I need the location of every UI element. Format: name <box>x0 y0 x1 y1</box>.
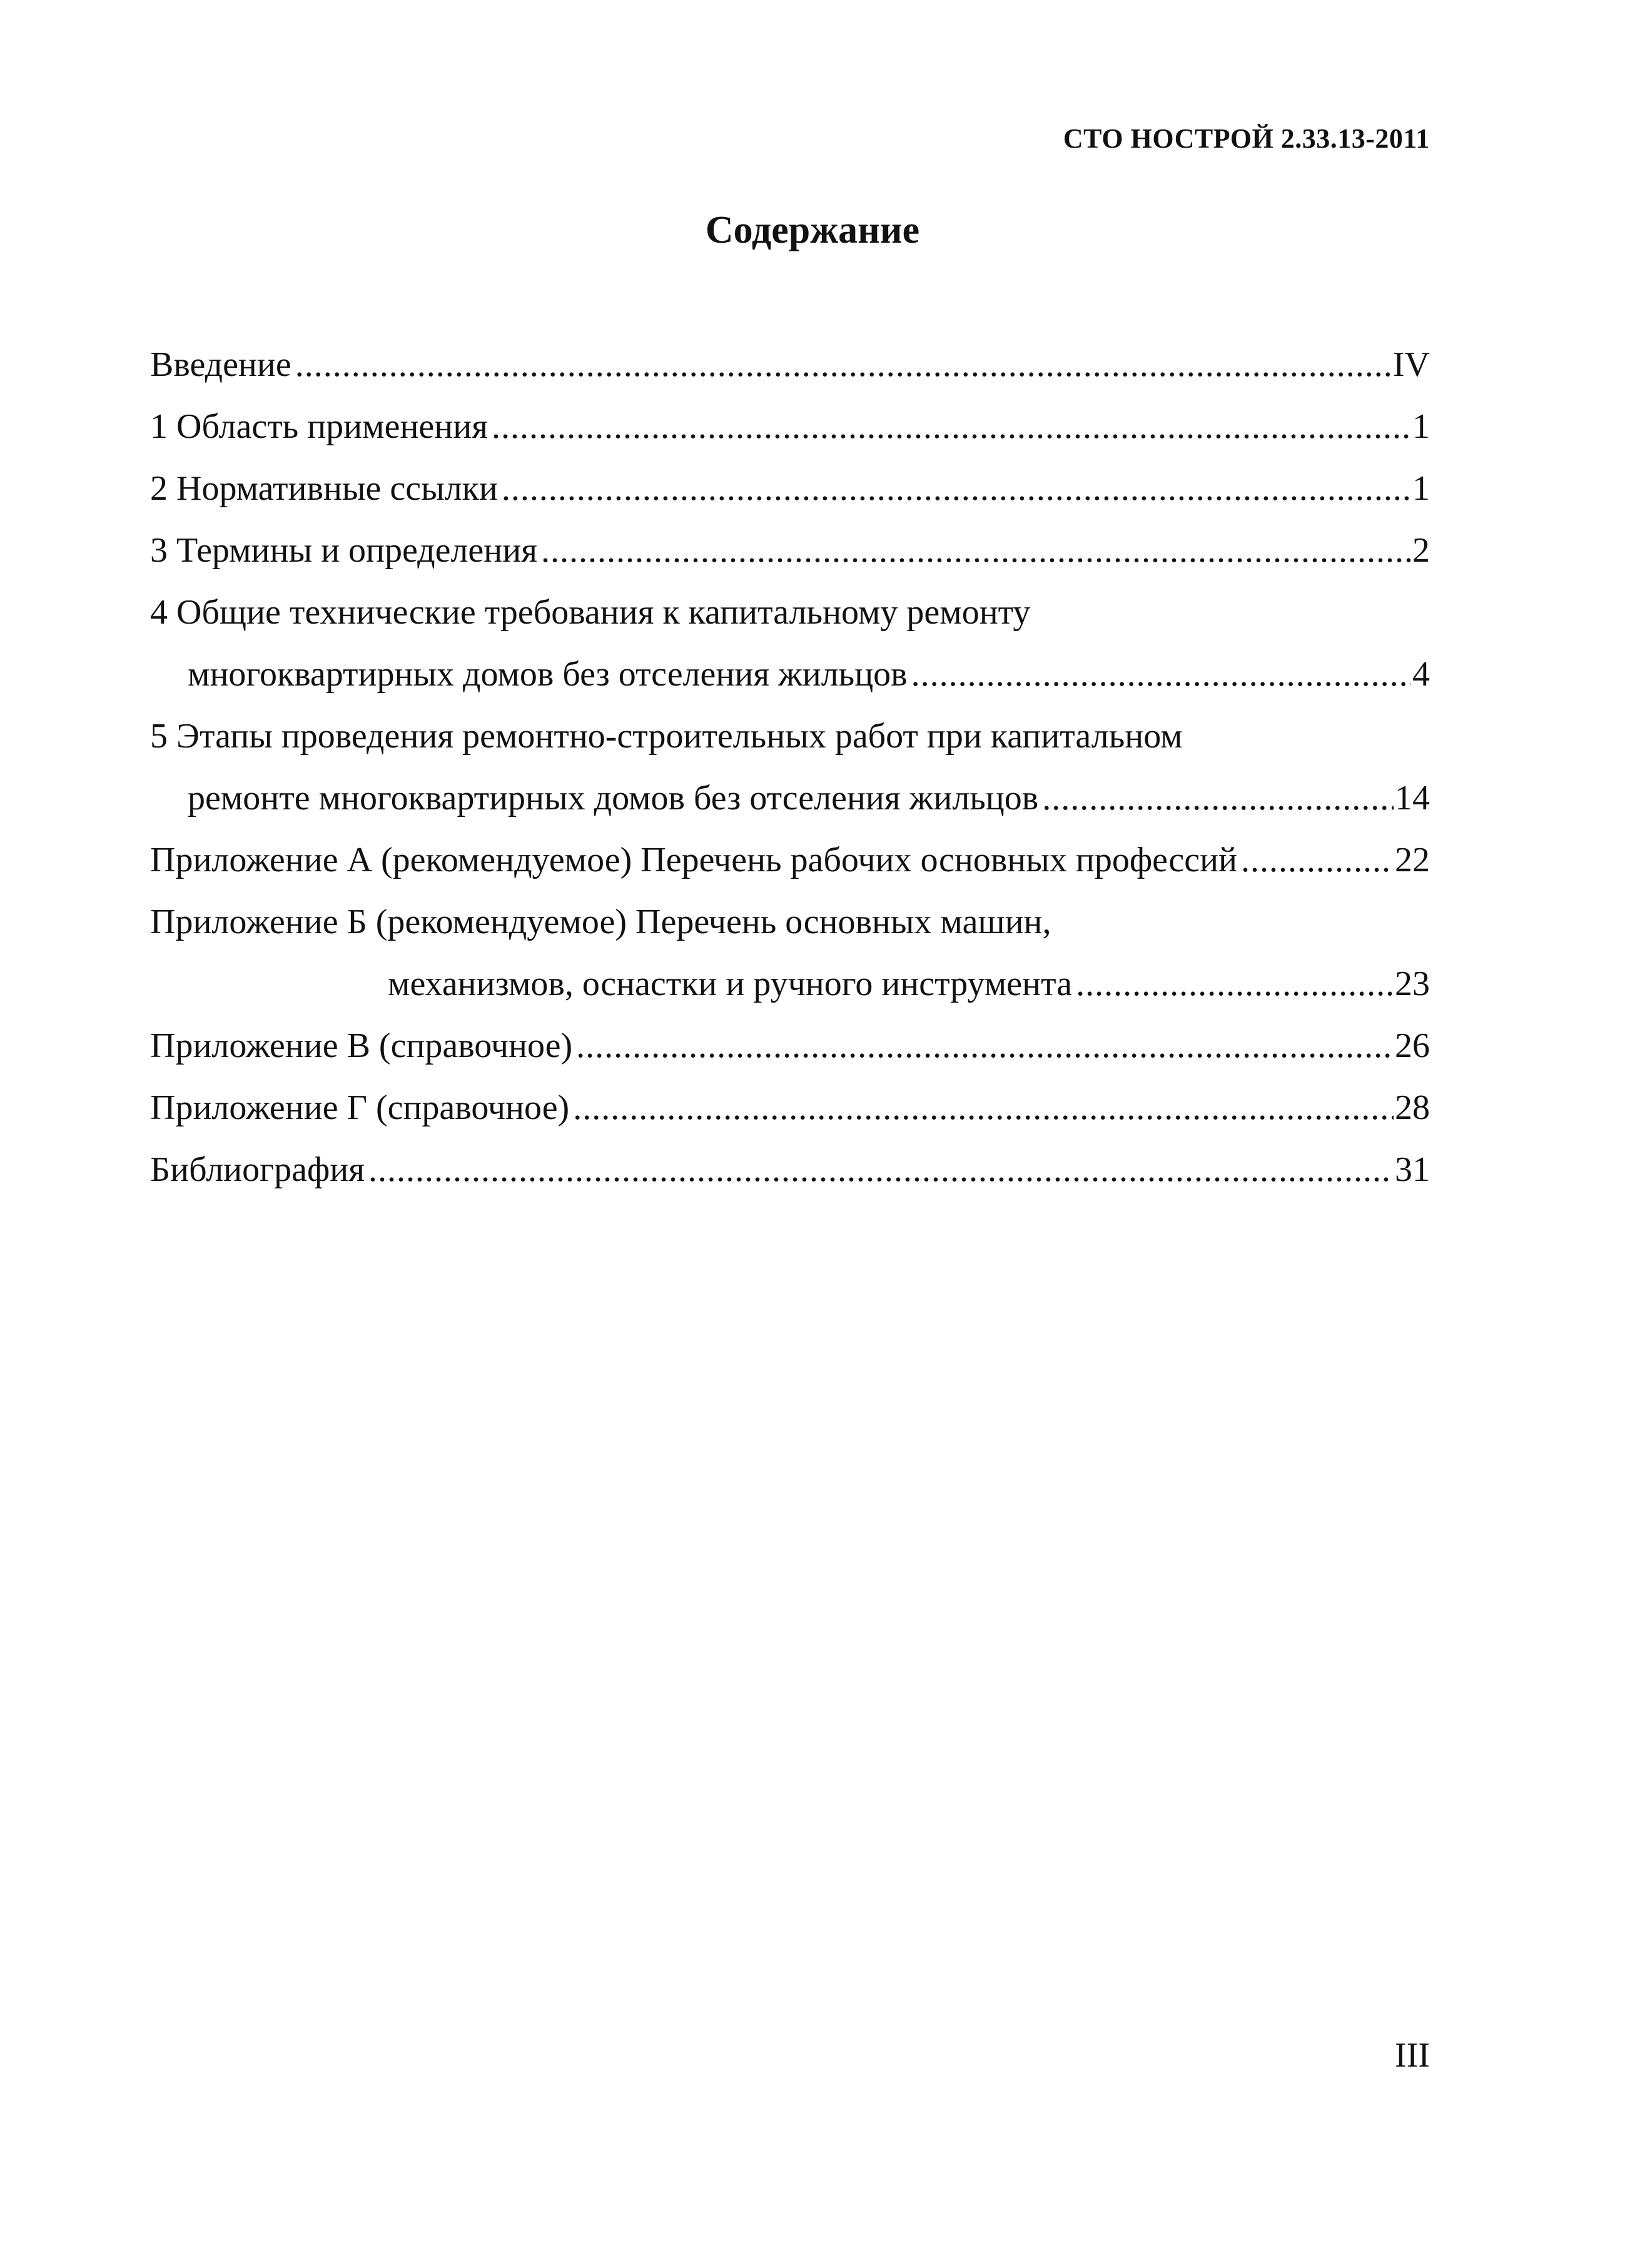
toc-entry-label: ремонте многоквартирных домов без отселения жильцов <box>188 767 1042 829</box>
toc-entry-page: 23 <box>1395 964 1430 1003</box>
toc-entry-appendix-a[interactable] <box>150 829 1430 891</box>
dot-leader <box>541 520 1411 582</box>
toc-entry-page: 2 <box>1412 531 1430 570</box>
toc-entry-section-1[interactable] <box>150 396 1430 458</box>
dot-leader <box>368 1139 1394 1201</box>
dot-leader <box>576 1015 1394 1077</box>
toc-entry-label: 2 Нормативные ссылки <box>150 458 502 520</box>
page-number: III <box>1395 2036 1430 2075</box>
dot-leader <box>1076 953 1394 1015</box>
toc-entry-page: 31 <box>1395 1150 1430 1189</box>
toc-entry-appendix-v[interactable] <box>150 1015 1430 1077</box>
toc-entry-section-5-line-2[interactable] <box>150 767 1430 829</box>
toc-entry-label: Приложение Г (справочное) <box>150 1077 573 1139</box>
toc-entry-page: IV <box>1392 345 1430 384</box>
toc-title: Содержание <box>705 209 920 251</box>
toc-entry-label: механизмов, оснастки и ручного инструмента <box>388 953 1076 1015</box>
toc-entry-label: 5 Этапы проведения ремонтно-строительных работ при капитальном <box>150 706 1187 767</box>
toc-entry-appendix-b-line-1[interactable] <box>150 891 1430 953</box>
dot-leader <box>502 458 1411 520</box>
table-of-contents <box>150 334 1430 1201</box>
toc-entry-label: 4 Общие технические требования к капитальному ремонту <box>150 582 1034 644</box>
toc-entry-page: 22 <box>1395 841 1430 879</box>
toc-entry-page: 28 <box>1395 1088 1430 1127</box>
toc-entry-page: 4 <box>1412 655 1430 694</box>
toc-entry-section-4-line-2[interactable] <box>150 644 1430 706</box>
dot-leader <box>573 1077 1394 1139</box>
toc-entry-label: Библиография <box>150 1139 368 1201</box>
dot-leader <box>911 644 1411 706</box>
toc-entry-section-2[interactable] <box>150 458 1430 520</box>
toc-entry-page: 1 <box>1412 469 1430 508</box>
document-code: СТО НОСТРОЙ 2.33.13-2011 <box>1063 123 1430 154</box>
dot-leader <box>295 334 1392 396</box>
toc-entry-appendix-b-line-2[interactable] <box>150 953 1430 1015</box>
toc-entry-section-3[interactable] <box>150 520 1430 582</box>
toc-entry-section-4-line-1[interactable] <box>150 582 1430 644</box>
dot-leader <box>1241 829 1394 891</box>
toc-entry-label: 3 Термины и определения <box>150 520 541 582</box>
toc-entry-label: 1 Область применения <box>150 396 492 458</box>
toc-entry-bibliography[interactable] <box>150 1139 1430 1201</box>
toc-entry-section-5-line-1[interactable] <box>150 706 1430 767</box>
toc-entry-label: Приложение А (рекомендуемое) Перечень рабочих основных профессий <box>150 829 1241 891</box>
toc-entry-page: 14 <box>1395 779 1430 818</box>
toc-entry-page: 26 <box>1395 1026 1430 1065</box>
dot-leader <box>1042 767 1394 829</box>
toc-entry-page: 1 <box>1412 407 1430 446</box>
toc-entry-label: Введение <box>150 334 295 396</box>
toc-entry-label: Приложение В (справочное) <box>150 1015 576 1077</box>
toc-entry-introduction[interactable] <box>150 334 1430 396</box>
toc-entry-appendix-g[interactable] <box>150 1077 1430 1139</box>
toc-entry-label: многоквартирных домов без отселения жильцов <box>188 644 911 706</box>
dot-leader <box>492 396 1411 458</box>
toc-entry-label: Приложение Б (рекомендуемое) Перечень основных машин, <box>150 891 1055 953</box>
